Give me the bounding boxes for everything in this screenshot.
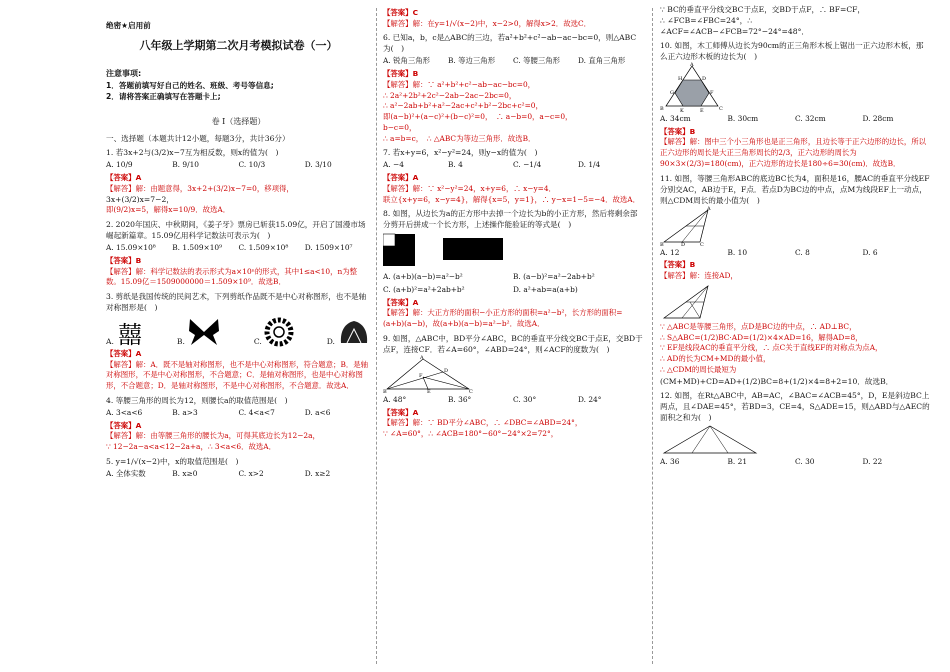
option: D. a²+ab=a(a+b) <box>513 285 578 295</box>
ring-papercut-icon <box>264 317 294 347</box>
option: D. 24° <box>578 394 602 404</box>
explanation-11-line: ∴ △CDM的周长最短为 <box>660 364 737 374</box>
option: A. 全体实数 <box>106 468 146 478</box>
option: C. 10/3 <box>238 160 266 170</box>
answer-6: 【答案】B <box>383 69 419 79</box>
vertex-label: D <box>702 76 707 82</box>
column-divider <box>652 8 653 664</box>
option: B. 4 <box>448 160 463 170</box>
option-label: C. <box>253 337 262 346</box>
option: B. 36° <box>448 394 472 404</box>
options-12 <box>660 457 930 468</box>
explanation-4-line: ∵ 12−2a−a<a<12−2a+a，∴ 3<a<6．故选A． <box>106 442 276 452</box>
vertex-label: F <box>710 90 714 96</box>
vertex-label: F <box>419 372 423 379</box>
option: D. a<6 <box>304 407 331 417</box>
explanation-9-line: 【解答】解：∵ BD平分∠ABC，∴ ∠DBC=∠ABD=24°， <box>383 418 583 428</box>
question-3: 3. 剪纸是我国传统的民间艺术，下列剪纸作品既不是中心对称图形，也不是轴对称图形是( ) <box>106 292 367 312</box>
answer-2: 【答案】B <box>106 255 142 265</box>
option: B. 1.509×10⁹ <box>172 243 223 253</box>
options-2 <box>106 243 371 254</box>
papercut-options <box>106 317 371 347</box>
question-11: 11. 如图，等腰三角形ABC的底边BC长为4，面积是16，腰AC的垂直平分线EF分别交AC，AB边于E，F点．若点D为BC边的中点，点M为线段EF上一动点，则△CDM周长的最小值为( ) <box>660 173 930 205</box>
explanation-6-line: 【解答】解：∵ a²+b²+c²−ab−ac−bc=0， <box>383 79 536 89</box>
answer-3: 【答案】A <box>106 349 142 358</box>
explanation-6-line: ∴ 2a²+2b²+2c²−2ab−2ac−2bc=0， <box>383 90 517 100</box>
option: A. −4 <box>383 160 404 170</box>
option: A. 12 <box>660 247 680 257</box>
explanation-6-line: ∴ a²−2ab+b²+a²−2ac+c²+b²−2bc+c²=0， <box>383 101 543 111</box>
answer-10: 【答案】B <box>660 126 696 136</box>
answer-9: 【答案】A <box>383 407 419 417</box>
option: C. 等腰三角形 <box>513 56 561 66</box>
options-8-row1 <box>383 272 643 283</box>
option-d <box>327 317 371 347</box>
option: B. 30cm <box>727 114 759 123</box>
option-a <box>106 317 144 347</box>
option: D. 1509×10⁷ <box>304 243 353 253</box>
option: D. 1/4 <box>578 160 601 170</box>
options-6 <box>383 56 643 67</box>
svg-text:囍: 囍 <box>117 321 142 347</box>
option: B. 21 <box>727 456 748 466</box>
answer-7: 【答案】A <box>383 173 419 183</box>
question-8: 8. 如图，从边长为a的正方形中去掉一个边长为b的小正方形，然后将剩余部分剪开后拼成一个长方形，上述操作能验证的等式是( ) <box>383 209 638 230</box>
column-1 <box>106 20 371 480</box>
option: C. 4<a<7 <box>238 407 275 417</box>
option: B. 等边三角形 <box>448 56 496 66</box>
options-9 <box>383 395 643 406</box>
vertex-label: K <box>680 108 684 112</box>
option: C. (a+b)²=a²+2ab+b² <box>383 285 465 295</box>
answer-1: 【答案】A <box>106 172 142 182</box>
option: A. 34cm <box>660 114 691 123</box>
vertex-label: C <box>700 241 704 246</box>
option: C. 30° <box>513 394 537 404</box>
explanation-11-line: 【解答】解：连接AD， <box>660 271 738 281</box>
page-title: 八年级上学期第二次月考模拟试卷（一） <box>139 39 338 52</box>
explanation-11-line: ∵ EF是线段AC的垂直平分线，∴ 点C关于直线EF的对称点为点A， <box>660 343 883 353</box>
column-divider <box>376 8 377 664</box>
option: D. 22 <box>862 456 883 466</box>
question-12: 12. 如图，在Rt△ABC中，AB=AC，∠BAC=∠ACB=45°，D，E是斜边BC上两点，且∠DAE=45°，若BD=3，CE=4，S△ADE=15，则△ABD与△AEC的面积之和为( ) <box>660 390 930 422</box>
option: A. 36 <box>660 456 680 466</box>
option: A. 锐角三角形 <box>383 56 430 66</box>
option: D. 3/10 <box>304 160 332 170</box>
question-10: 10. 如图，木工师傅从边长为90cm的正三角形木板上锯出一正六边形木板，那么正六边形木板的边长为( ) <box>660 41 924 61</box>
explanation-9-cont: ∴ ∠FCB=∠FBC=24°，∴ <box>660 16 753 25</box>
explanation-5: 【解答】解：在y=1/√(x−2)中，x−2>0，解得x>2．故选C． <box>383 18 592 28</box>
isosceles-figure-11-solution <box>660 282 730 322</box>
options-1 <box>106 160 371 171</box>
squares-figure <box>383 230 513 270</box>
double-happiness-papercut-icon <box>116 321 144 347</box>
section-heading: 一、选择题（本题共计12小题，每题3分，共计36分） <box>106 134 290 144</box>
explanation-3: 【解答】解：A．既不是轴对称图形，也不是中心对称图形，符合题意；B．是轴对称图形，不是中心对称图形，不合题意；C．是轴对称图形，也是中心对称图形，不合题意；D．是轴对称图形，不是中心对称图形，不合题意．故选A． <box>106 359 369 391</box>
option: C. x>2 <box>238 468 264 478</box>
option: D. 28cm <box>862 114 894 123</box>
vertex-label: B <box>660 106 664 112</box>
column-3 <box>660 4 930 467</box>
answer-4: 【答案】A <box>106 420 142 430</box>
option: B. 9/10 <box>172 160 199 170</box>
answer-5: 【答案】C <box>383 8 418 17</box>
question-1: 1. 若3x+2与(3/2)x−7互为相反数，则x的值为( ) <box>106 148 279 158</box>
option: D. 6 <box>862 247 878 257</box>
option-label: A. <box>106 337 114 346</box>
option: D. 直角三角形 <box>578 56 626 66</box>
vertex-label: D <box>681 241 686 246</box>
explanation-7-line: 联立{x+y=6，x−y=4}，解得{x=5，y=1}，∴ y−x=1−5=−4．故选A． <box>383 194 640 204</box>
explanation-9-line: ∵ ∠A=60°，∴ ∠ACB=180°−60°−24°×2=72°， <box>383 429 559 439</box>
isosceles-figure-11 <box>660 206 730 246</box>
vertex-label: B <box>383 388 387 393</box>
option: B. a>3 <box>172 407 198 417</box>
volume-heading: 卷 I（选择题） <box>211 116 266 126</box>
vertex-label: C <box>719 106 723 112</box>
explanation-6-line: b−c=0， <box>383 122 417 132</box>
question-9: 9. 如图，△ABC中，BD平分∠ABC，BC的垂直平分线交BC于点E，交BD于点F，连接CF．若∠A=60°，∠ABD=24°，则∠ACF的度数为( ) <box>383 333 643 354</box>
answer-8: 【答案】A <box>383 297 419 307</box>
vertex-label: D <box>444 367 449 374</box>
option: B. 10 <box>727 247 748 257</box>
option: D. x≥2 <box>304 468 331 478</box>
option: A. (a+b)(a−b)=a²−b² <box>383 272 463 282</box>
question-2: 2. 2020年国庆、中秋期间，《姜子牙》票房已斩获15.09亿，开启了国漫市场崛起新篇章。15.09亿用科学记数法可表示为( ) <box>106 220 366 241</box>
vertex-label: E <box>427 388 431 393</box>
question-5: 5. y=1/√(x−2)中，x的取值范围是( ) <box>106 456 239 466</box>
notice-heading: 注意事项: <box>106 68 142 78</box>
option: C. 30 <box>795 456 815 466</box>
option: C. 8 <box>795 247 810 257</box>
triangle-figure-9 <box>383 355 473 393</box>
option-label: D. <box>326 337 335 346</box>
column-2 <box>383 6 643 440</box>
answer-11: 【答案】B <box>660 260 696 270</box>
option: A. 48° <box>383 394 407 404</box>
option-label: B. <box>176 337 185 346</box>
explanation-9-cont: ∠ACF=∠ACB−∠FCB=72°−24°=48°． <box>660 27 809 36</box>
explanation-11-line: ∵ △ABC是等腰三角形，点D是BC边的中点，∴ AD⊥BC， <box>660 321 857 331</box>
vertex-label: A <box>690 62 694 68</box>
vertex-label: A <box>420 354 424 361</box>
explanation-1-line: 3x+(3/2)x=7−2， <box>106 195 174 205</box>
explanation-11-line: ∴ S△ABC=(1/2)BC·AD=(1/2)×4×AD=16，解得AD=8， <box>660 332 863 342</box>
vertex-label: G <box>670 90 674 96</box>
option: A. 10/9 <box>106 160 133 170</box>
notice-item: 1．答题前填写好自己的姓名、班级、考号等信息; <box>106 80 274 90</box>
option: B. x≥0 <box>172 468 198 478</box>
explanation-7-line: 【解答】解：∵ x²−y²=24，x+y=6，∴ x−y=4． <box>383 183 556 193</box>
options-5 <box>106 469 371 480</box>
option-b <box>177 317 221 347</box>
options-10 <box>660 114 930 125</box>
option: B. (a−b)²=a²−2ab+b² <box>513 272 595 282</box>
options-7 <box>383 160 643 171</box>
vertex-label: B <box>660 241 664 246</box>
options-8-row2 <box>383 285 643 296</box>
explanation-6-line: ∴ a=b=c， ∴ △ABC为等边三角形．故选B． <box>383 133 536 143</box>
secret-label: 绝密★启用前 <box>106 21 151 30</box>
option-c <box>254 317 294 347</box>
explanation-8: 【解答】解：大正方形的面积−小正方形的面积=a²−b²，长方形的面积=(a+b)(a−b)，故(a+b)(a−b)=a²−b²．故选A． <box>383 308 623 329</box>
vertex-label: H <box>678 76 683 82</box>
options-4 <box>106 408 371 419</box>
explanation-6-line: 即(a−b)²+(a−c)²+(b−c)²=0， ∴ a−b=0，a−c=0， <box>383 112 573 122</box>
right-triangle-figure-12 <box>660 423 760 455</box>
option: A. 15.09×10⁸ <box>106 243 156 253</box>
question-4: 4. 等腰三角形的周长为12，则腰长a的取值范围是( ) <box>106 395 288 405</box>
question-7: 7. 若x+y=6，x²−y²=24，则y−x的值为( ) <box>383 148 538 158</box>
notice-item: 2．请将答案正确填写在答题卡上; <box>106 91 221 101</box>
option: C. 1.509×10⁸ <box>238 243 289 253</box>
option: C. −1/4 <box>513 160 542 170</box>
hexagon-figure <box>660 62 724 112</box>
option: C. 32cm <box>795 114 826 123</box>
explanation-11-line: (CM+MD)+CD=AD+(1/2)BC=8+(1/2)×4=8+2=10．故选B． <box>660 376 894 386</box>
explanation-1-line: 即(9/2)x=5，解得x=10/9．故选A． <box>106 205 231 215</box>
options-11 <box>660 248 930 259</box>
vertex-label: A <box>707 205 711 212</box>
option: A. 3<a<6 <box>106 407 143 417</box>
explanation-9-cont: ∵ BC的垂直平分线交BC于点E，交BD于点F，∴ BF=CF， <box>660 5 865 14</box>
vertex-label: C <box>469 388 473 393</box>
explanation-10: 【解答】解：图中三个小三角形也是正三角形，且边长等于正六边形的边长，所以正六边形的周长是大正三角形周长的2/3，正六边形的周长为90×3×(2/3)=180(cm)，正六边形的边长是180÷6=30(cm)．故选B． <box>660 137 927 168</box>
explanation-11-line: ∴ AD的长为CM+MD的最小值， <box>660 354 771 364</box>
explanation-1: 【解答】解：由题意得，3x+2+(3/2)x−7=0，移项得， <box>106 183 294 193</box>
butterfly-papercut-icon <box>187 317 221 347</box>
vertex-label: E <box>700 108 704 112</box>
explanation-4: 【解答】解：由等腰三角形的腰长为a，可得其底边长为12−2a， <box>106 431 320 441</box>
question-6: 6. 已知a，b，c是△ABC的三边，若a²+b²+c²−ab−ac−bc=0，则△ABC为( ) <box>383 33 637 54</box>
peacock-papercut-icon <box>337 317 371 347</box>
explanation-2: 【解答】解：科学记数法的表示形式为a×10ⁿ的形式，其中1≤a<10，n为整数。15.09亿＝1509000000＝1.509×10⁹．故选B． <box>106 266 358 287</box>
